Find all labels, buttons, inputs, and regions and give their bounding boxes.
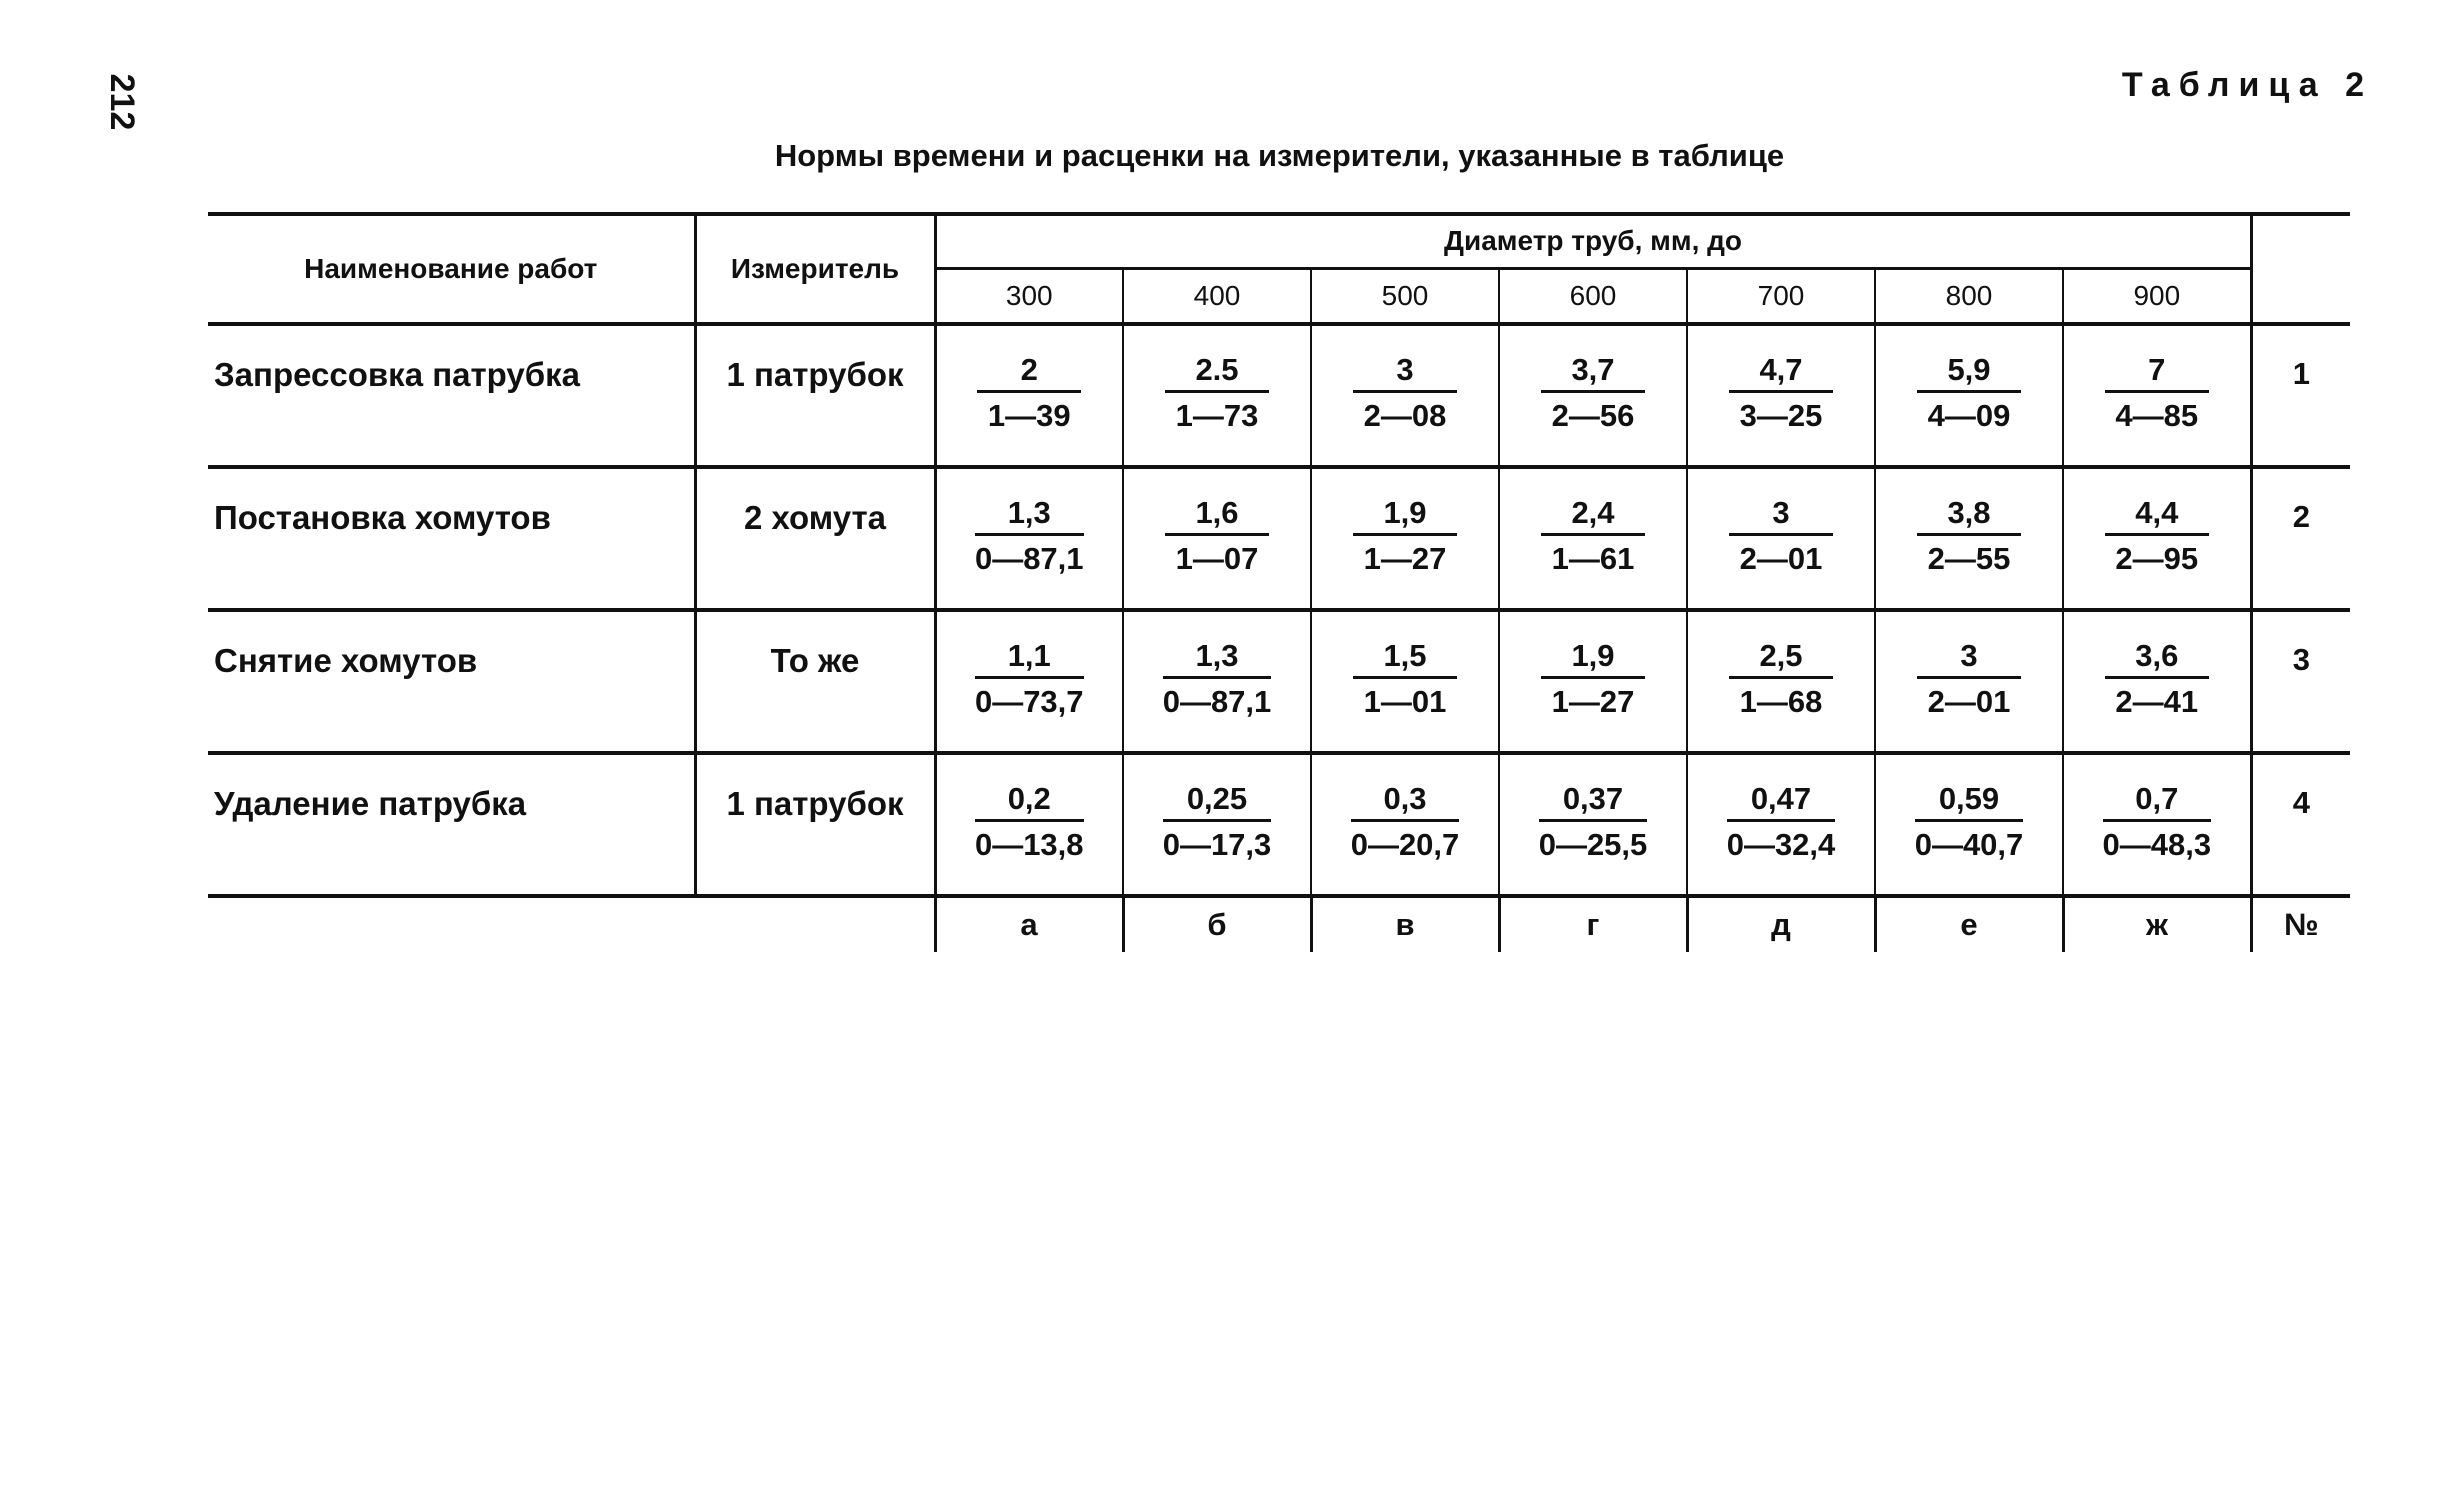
rate: 0—73,7 — [974, 684, 1084, 719]
row-number: 3 — [2251, 610, 2350, 753]
page-number: 212 — [103, 73, 141, 131]
fraction — [2105, 638, 2209, 721]
work-unit-cell: 1 патрубок — [695, 324, 935, 467]
value-cell — [1687, 610, 1875, 753]
time-norm: 3 — [1729, 495, 1833, 536]
fraction — [1729, 352, 1833, 435]
header-diameter-500: 500 — [1311, 268, 1499, 324]
value-cell — [2063, 467, 2251, 610]
header-unit: Измеритель — [695, 214, 935, 324]
time-norm: 0,59 — [1915, 781, 2024, 822]
column-letter: а — [935, 896, 1123, 952]
value-cell — [2063, 324, 2251, 467]
value-cell — [1123, 324, 1311, 467]
table-title: Нормы времени и расценки на измерители, указанные в таблице — [774, 138, 1785, 173]
work-unit-cell: 1 патрубок — [695, 753, 935, 896]
value-cell — [1687, 467, 1875, 610]
value-cell — [1875, 610, 2063, 753]
value-cell — [1311, 324, 1499, 467]
rate: 1—27 — [1363, 541, 1447, 576]
rate: 0—17,3 — [1162, 827, 1272, 862]
time-norm: 2,4 — [1541, 495, 1645, 536]
value-cell — [1875, 324, 2063, 467]
time-norm: 3 — [1353, 352, 1457, 393]
time-norm: 1,9 — [1541, 638, 1645, 679]
fraction — [1729, 638, 1833, 721]
work-name-cell: Запрессовка патрубка — [208, 324, 695, 467]
time-norm: 1,1 — [975, 638, 1084, 679]
time-norm: 0,3 — [1351, 781, 1460, 822]
fraction — [1915, 781, 2024, 864]
table-row — [208, 610, 2350, 753]
fraction — [975, 495, 1084, 578]
header-diameter-800: 800 — [1875, 268, 2063, 324]
value-cell — [935, 610, 1123, 753]
fraction — [2103, 781, 2212, 864]
table-label: Таблица 2 — [2121, 66, 2373, 104]
fraction — [1917, 638, 2021, 721]
footer-row — [208, 896, 2350, 952]
time-norm: 3,8 — [1917, 495, 2021, 536]
rate: 2—01 — [1927, 684, 2011, 719]
column-letter: г — [1499, 896, 1687, 952]
value-cell — [2063, 610, 2251, 753]
time-norm: 0,47 — [1727, 781, 1836, 822]
time-norm: 3,6 — [2105, 638, 2209, 679]
row-number: 1 — [2251, 324, 2350, 467]
value-cell — [1311, 753, 1499, 896]
header-diameter-400: 400 — [1123, 268, 1311, 324]
time-norm: 7 — [2105, 352, 2209, 393]
rate: 2—01 — [1739, 541, 1823, 576]
time-norm: 0,7 — [2103, 781, 2212, 822]
time-norm: 2,5 — [1729, 638, 1833, 679]
column-letter: е — [1875, 896, 2063, 952]
header-work-name: Наименование работ — [208, 214, 695, 324]
time-norm: 3 — [1917, 638, 2021, 679]
rate: 0—87,1 — [1162, 684, 1272, 719]
value-cell — [935, 467, 1123, 610]
rate: 1—39 — [987, 398, 1071, 433]
rate: 2—41 — [2115, 684, 2199, 719]
time-norm: 1,3 — [975, 495, 1084, 536]
rate: 2—08 — [1363, 398, 1447, 433]
value-cell — [1875, 467, 2063, 610]
fraction — [975, 638, 1084, 721]
rate: 0—25,5 — [1538, 827, 1648, 862]
rate: 4—09 — [1927, 398, 2011, 433]
fraction — [975, 781, 1084, 864]
header-diameter-300: 300 — [935, 268, 1123, 324]
rate: 0—87,1 — [974, 541, 1084, 576]
value-cell — [1311, 610, 1499, 753]
column-letter: в — [1311, 896, 1499, 952]
header-diameter-900: 900 — [2063, 268, 2251, 324]
value-cell — [2063, 753, 2251, 896]
time-norm: 0,37 — [1539, 781, 1648, 822]
fraction — [1165, 495, 1269, 578]
fraction — [1541, 352, 1645, 435]
fraction — [1353, 352, 1457, 435]
fraction — [1165, 352, 1269, 435]
fraction — [1353, 638, 1457, 721]
row-number: 2 — [2251, 467, 2350, 610]
value-cell — [1875, 753, 2063, 896]
footer-blank — [208, 896, 695, 952]
rate: 2—55 — [1927, 541, 2011, 576]
rate: 1—61 — [1551, 541, 1635, 576]
header-diameter-700: 700 — [1687, 268, 1875, 324]
rate: 3—25 — [1739, 398, 1823, 433]
time-norm: 0,2 — [975, 781, 1084, 822]
header-number-column — [2251, 214, 2350, 324]
time-norm: 1,6 — [1165, 495, 1269, 536]
header-row-1 — [208, 214, 2350, 268]
table-row — [208, 467, 2350, 610]
table-row — [208, 324, 2350, 467]
row-number: 4 — [2251, 753, 2350, 896]
rate: 0—48,3 — [2102, 827, 2212, 862]
footer-blank — [695, 896, 935, 952]
work-name-cell: Снятие хомутов — [208, 610, 695, 753]
time-norm: 0,25 — [1163, 781, 1272, 822]
fraction — [2105, 352, 2209, 435]
value-cell — [1499, 324, 1687, 467]
work-unit-cell: То же — [695, 610, 935, 753]
time-norm: 3,7 — [1541, 352, 1645, 393]
rate: 1—68 — [1739, 684, 1823, 719]
rate: 1—73 — [1175, 398, 1259, 433]
fraction — [1353, 495, 1457, 578]
rate: 0—20,7 — [1350, 827, 1460, 862]
time-norm: 2 — [977, 352, 1081, 393]
fraction — [1917, 495, 2021, 578]
value-cell — [1499, 610, 1687, 753]
fraction — [1163, 638, 1272, 721]
fraction — [1729, 495, 1833, 578]
time-norm: 5,9 — [1917, 352, 2021, 393]
rate: 1—27 — [1551, 684, 1635, 719]
value-cell — [935, 324, 1123, 467]
value-cell — [1123, 610, 1311, 753]
rate: 4—85 — [2115, 398, 2199, 433]
rate: 2—56 — [1551, 398, 1635, 433]
fraction — [1541, 495, 1645, 578]
fraction — [2105, 495, 2209, 578]
value-cell — [1123, 467, 1311, 610]
table-row — [208, 753, 2350, 896]
work-name-cell: Удаление патрубка — [208, 753, 695, 896]
time-norm: 1,3 — [1163, 638, 1272, 679]
fraction — [1727, 781, 1836, 864]
fraction — [1163, 781, 1272, 864]
fraction — [977, 352, 1081, 435]
value-cell — [1311, 467, 1499, 610]
rate: 2—95 — [2115, 541, 2199, 576]
time-norm: 1,5 — [1353, 638, 1457, 679]
fraction — [1541, 638, 1645, 721]
work-unit-cell: 2 хомута — [695, 467, 935, 610]
column-letter: д — [1687, 896, 1875, 952]
norms-table — [208, 212, 2350, 952]
fraction — [1351, 781, 1460, 864]
footer-number-label: № — [2284, 907, 2319, 942]
rate: 1—01 — [1363, 684, 1447, 719]
header-diameter-600: 600 — [1499, 268, 1687, 324]
time-norm: 2.5 — [1165, 352, 1269, 393]
fraction — [1917, 352, 2021, 435]
value-cell — [1499, 753, 1687, 896]
time-norm: 1,9 — [1353, 495, 1457, 536]
value-cell — [1687, 753, 1875, 896]
value-cell — [1123, 753, 1311, 896]
fraction — [1539, 781, 1648, 864]
value-cell — [1687, 324, 1875, 467]
value-cell — [935, 753, 1123, 896]
work-name-cell: Постановка хомутов — [208, 467, 695, 610]
column-letter: ж — [2063, 896, 2251, 952]
time-norm: 4,7 — [1729, 352, 1833, 393]
value-cell — [1499, 467, 1687, 610]
header-diameter-group: Диаметр труб, мм, до — [935, 214, 2251, 268]
rate: 0—13,8 — [974, 827, 1084, 862]
rate: 0—40,7 — [1914, 827, 2024, 862]
rate: 0—32,4 — [1726, 827, 1836, 862]
column-letter: б — [1123, 896, 1311, 952]
time-norm: 4,4 — [2105, 495, 2209, 536]
rate: 1—07 — [1175, 541, 1259, 576]
